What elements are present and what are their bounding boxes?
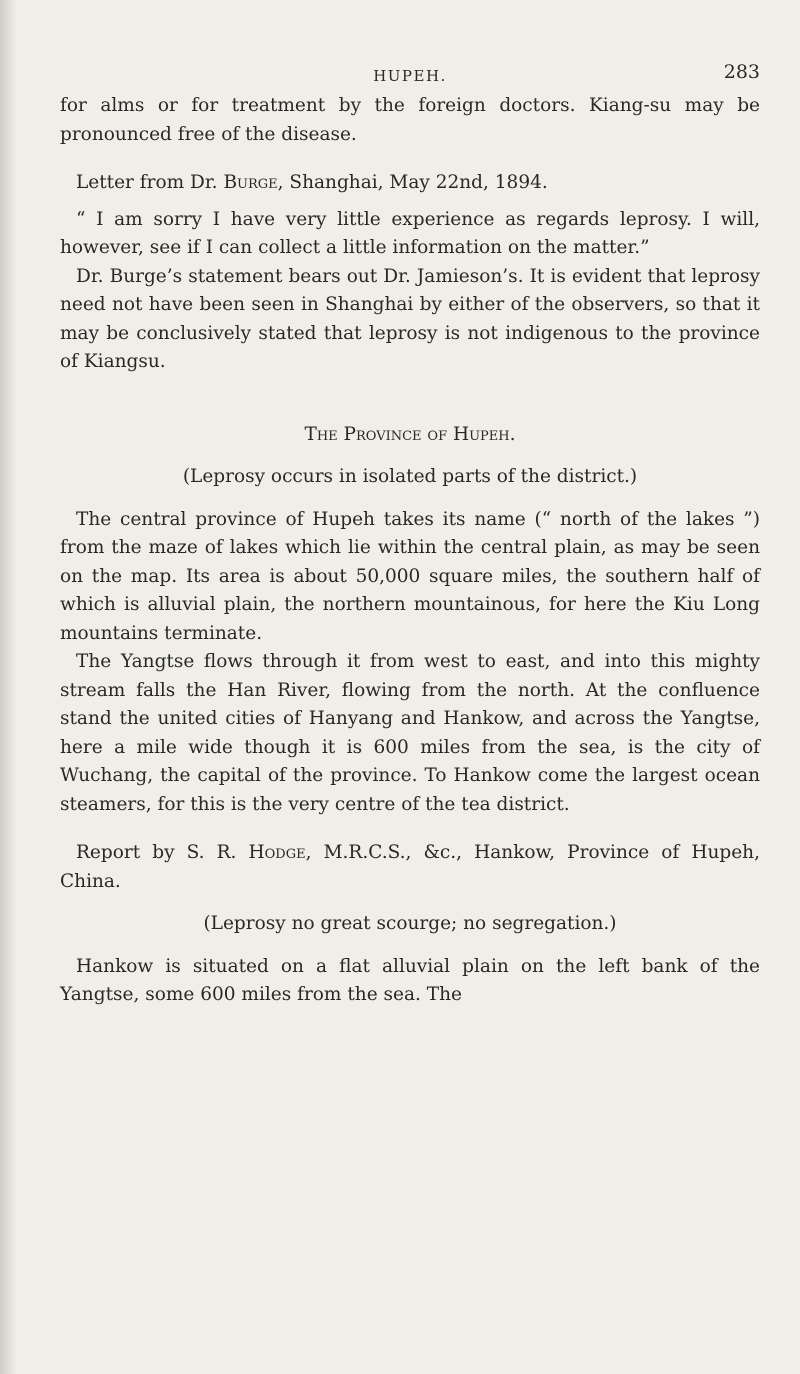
letter-author-name: Burge: [223, 172, 278, 193]
page-number: 283: [723, 61, 760, 83]
section-heading: The Province of Hupeh.: [304, 423, 516, 445]
report-heading: [60, 839, 760, 896]
running-head: [60, 52, 760, 92]
paragraph-yangtse: The Yangtse flows through it from west to east, and into this mighty stream falls the Han River, flowing from the north. At the confluence stand the united cities of Hanyang and Hankow, and across the Yangtse, here a mile wide though it is 600 miles from the sea, is the city of Wuchang, the capital of the province. To Hankow come the largest ocean steamers, for this is the very centre of the tea district.: [60, 651, 760, 815]
letter-prefix: Letter from Dr.: [76, 172, 224, 193]
report-suffix: , M.R.C.S., &c., Hankow, Province of Hupeh, China.: [60, 842, 760, 892]
letter-heading: [60, 169, 760, 198]
paragraph-burge-statement: Dr. Burge’s statement bears out Dr. Jamieson’s. It is evident that leprosy need not have been seen in Shanghai by either of the observers, so that it may be conclusively stated that leprosy is not indigenous to the province of Kiangsu.: [60, 265, 760, 372]
paragraph-hupeh-name: The central province of Hupeh takes its name (“ north of the lakes ”) from the maze of lakes which lie within the central plain, as may be seen on the map. Its area is about 50,000 square miles, the southern half of which is alluvial plain, the northern mountainous, for here the Kiu Long mountains terminate.: [60, 508, 760, 644]
book-page: [60, 52, 760, 1010]
letter-suffix: , Shanghai, May 22nd, 1894.: [277, 172, 548, 193]
running-title: HUPEH.: [373, 67, 447, 85]
letter-quote: “ I am sorry I have very little experience as regards leprosy. I will, however, see if I can collect a little information on the matter.”: [60, 208, 760, 258]
report-note: (Leprosy no great scourge; no segregation.): [203, 913, 617, 934]
report-prefix: Report by S. R.: [76, 842, 249, 863]
section-note: (Leprosy occurs in isolated parts of the district.): [182, 466, 638, 487]
report-author-name: Hodge: [248, 842, 306, 863]
paragraph-kiangsu-end: for alms or for treatment by the foreign doctors. Kiang-su may be pronounced free of the disease.: [60, 95, 760, 145]
page-gutter-shadow: [0, 0, 16, 1374]
paragraph-hankow: Hankow is situated on a flat alluvial plain on the left bank of the Yangtse, some 600 miles from the sea. The: [60, 955, 760, 1005]
